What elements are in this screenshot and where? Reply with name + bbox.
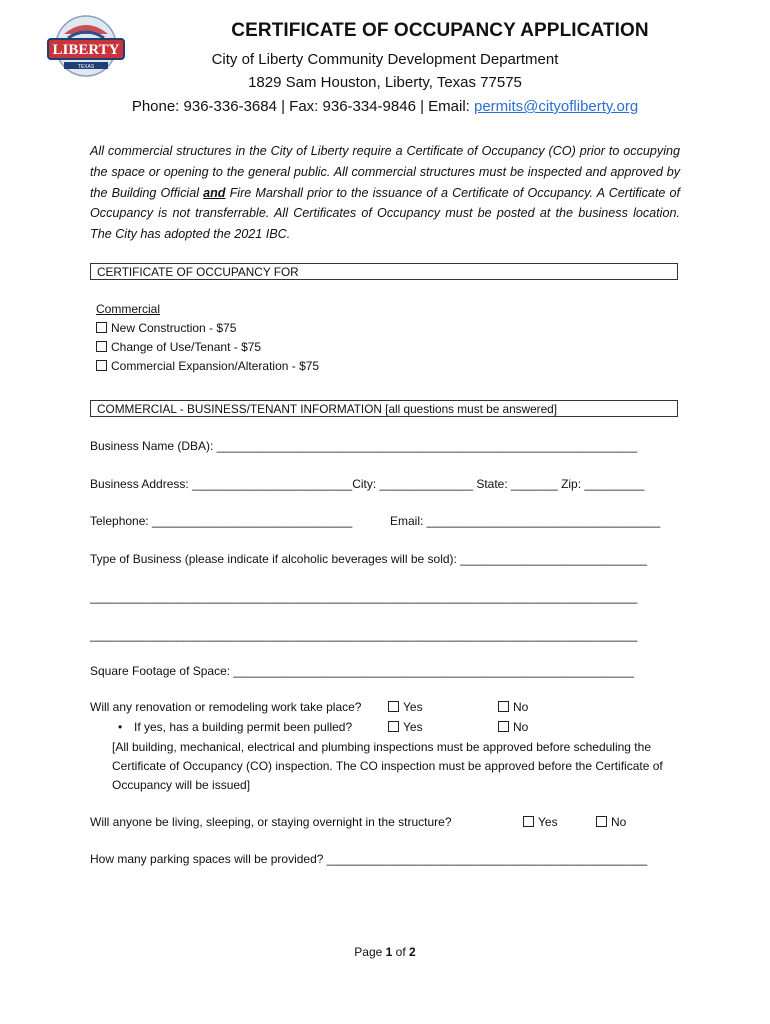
page-title: CERTIFICATE OF OCCUPANCY APPLICATION (231, 20, 649, 41)
email-field[interactable]: Email: ___________________________________ (390, 514, 661, 528)
permit-yes[interactable]: Yes (388, 720, 423, 734)
intro-paragraph: All commercial structures in the City of Liberty require a Certificate of Occupancy (CO) prior to occupying the space or opening to the general public. All commercial structures must be inspected and approved by the Building Official and Fire Marshall prior to the issuance of a Certificate of Occupancy. A Certificate of Occupancy is not transferrable. All Certificates of Occupancy must be posted at the business location. The City has adopted the 2021 IBC. (90, 144, 680, 242)
category-commercial: Commercial (96, 302, 161, 316)
department-name: City of Liberty Community Development Department (211, 51, 559, 68)
living-no[interactable]: No (596, 815, 626, 829)
checkbox[interactable] (498, 701, 509, 712)
business-address-field[interactable]: Business Address: ________________________City: ______________ State: _______ Zip: _________ (90, 477, 645, 491)
checkbox[interactable] (498, 721, 509, 732)
emphasis-and: and (203, 185, 226, 200)
square-footage-field[interactable]: Square Footage of Space: ____________________________________________________________ (90, 664, 634, 678)
permit-no[interactable]: No (498, 720, 528, 734)
svg-text:LIBERTY: LIBERTY (52, 42, 120, 58)
checkbox[interactable] (388, 701, 399, 712)
checkbox[interactable] (388, 721, 399, 732)
page-number: Page 1 of 2 (354, 945, 416, 959)
bullet-icon: • (118, 720, 123, 734)
checkbox[interactable] (523, 816, 534, 827)
section-heading-co-for: CERTIFICATE OF OCCUPANCY FOR (90, 263, 678, 280)
checkbox[interactable] (96, 341, 107, 352)
email-link[interactable]: permits@cityofliberty.org (474, 98, 639, 115)
department-address: 1829 Sam Houston, Liberty, Texas 77575 (248, 74, 522, 91)
checkbox[interactable] (96, 360, 107, 371)
option-new-construction[interactable]: New Construction - $75 (96, 321, 236, 335)
city-logo (40, 14, 132, 78)
business-name-field[interactable]: Business Name (DBA): _______________________________________________________________ (90, 439, 638, 453)
type-of-business-field[interactable]: Type of Business (please indicate if alcoholic beverages will be sold): ____________________________ (90, 552, 648, 566)
svg-text:TEXAS: TEXAS (77, 64, 95, 70)
parking-field[interactable]: How many parking spaces will be provided? ________________________________________________ (90, 852, 648, 866)
telephone-field[interactable]: Telephone: ______________________________ (90, 514, 353, 528)
option-commercial-expansion[interactable]: Commercial Expansion/Alteration - $75 (96, 359, 319, 373)
inspection-note: [All building, mechanical, electrical and plumbing inspections must be approved before scheduling the Certificate of Occupancy (CO) inspection. The CO inspection must be approved before the Certificate of Occupancy will be issued] (112, 740, 663, 792)
living-yes[interactable]: Yes (523, 815, 558, 829)
type-of-business-line-3[interactable]: __________________________________________________________________________________ (90, 628, 638, 642)
renovation-no[interactable]: No (498, 700, 528, 714)
option-change-of-use[interactable]: Change of Use/Tenant - $75 (96, 340, 261, 354)
type-of-business-line-2[interactable]: __________________________________________________________________________________ (90, 590, 638, 604)
checkbox[interactable] (96, 322, 107, 333)
checkbox[interactable] (596, 816, 607, 827)
contact-info: Phone: 936-336-3684 | Fax: 936-334-9846 | Email: (131, 98, 474, 115)
permit-question: If yes, has a building permit been pulled? (134, 720, 353, 734)
renovation-question: Will any renovation or remodeling work take place? (90, 700, 362, 714)
living-question: Will anyone be living, sleeping, or staying overnight in the structure? (90, 815, 452, 829)
contact-line (90, 98, 680, 115)
renovation-yes[interactable]: Yes (388, 700, 423, 714)
section-heading-business-info: COMMERCIAL - BUSINESS/TENANT INFORMATION [all questions must be answered] (90, 400, 678, 417)
